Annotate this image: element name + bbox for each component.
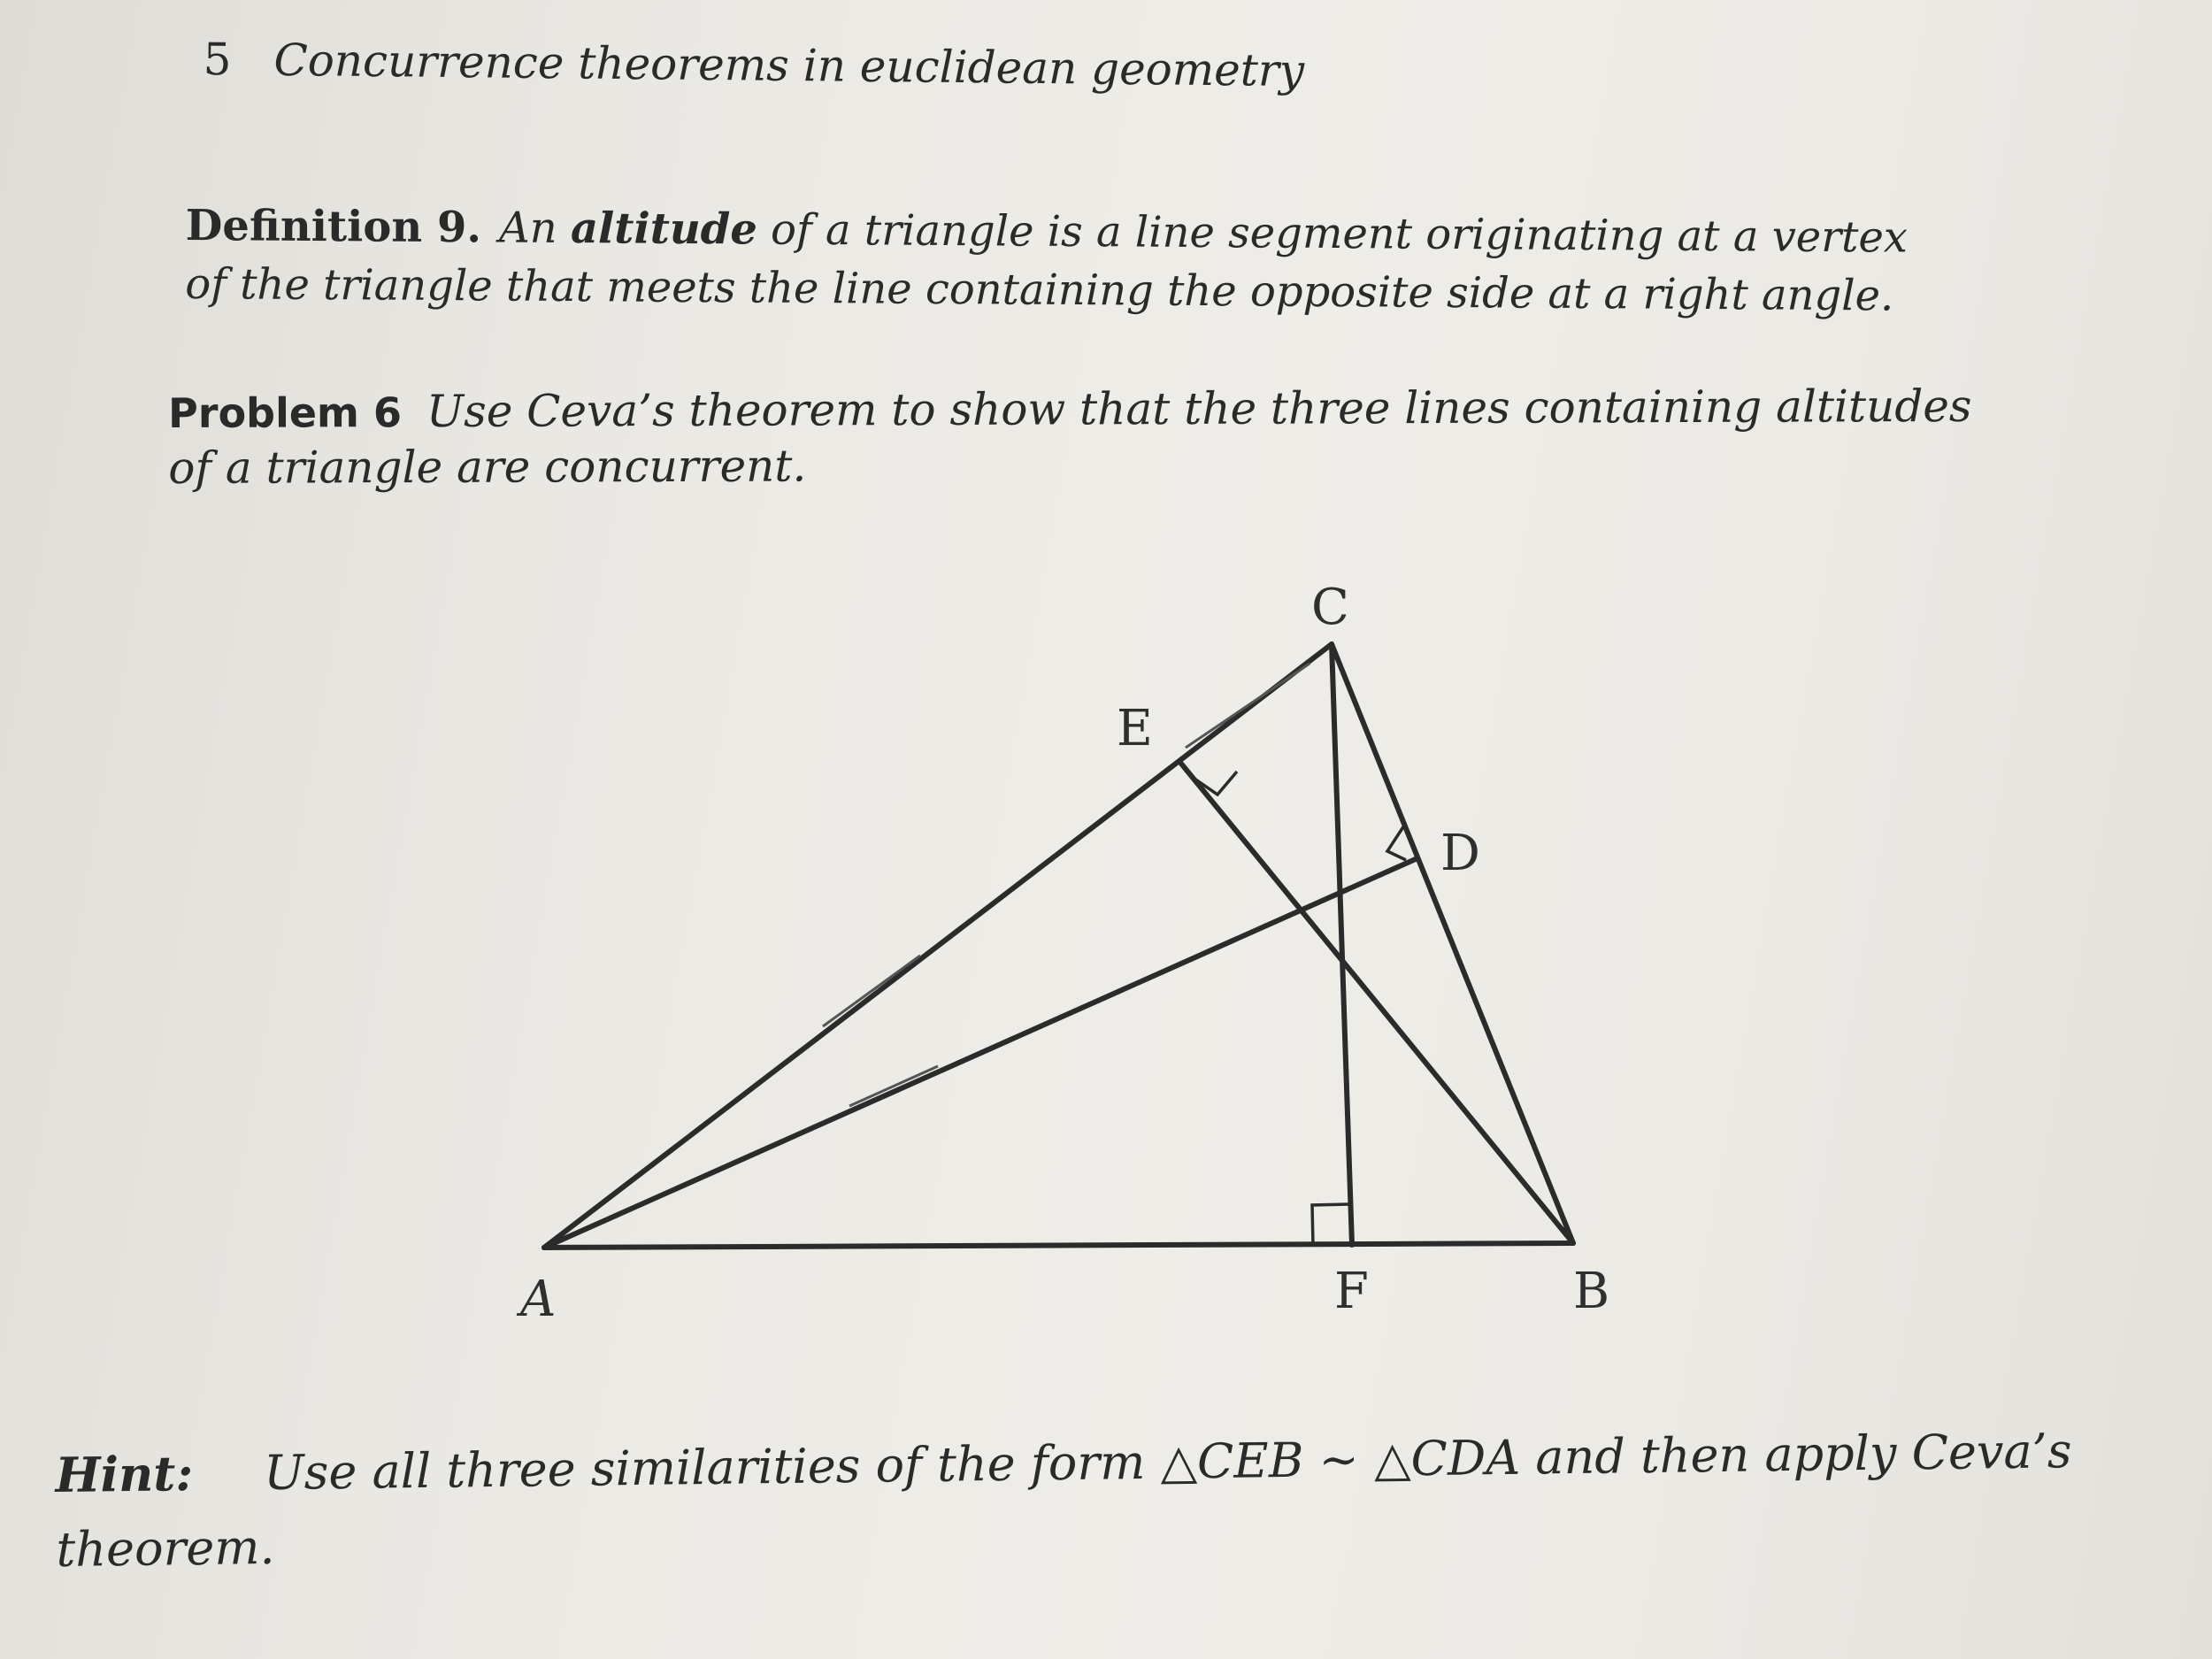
label-vertex-a: A (520, 1271, 557, 1328)
definition-text-rest: of a triangle is a line segment originating at a vertex of the triangle that meets the line containing the opposite side at a right angle. (185, 204, 1909, 321)
label-vertex-c: C (1311, 579, 1349, 636)
hint-block (55, 1413, 2092, 1587)
definition-label: Definition 9. (185, 200, 482, 253)
right-angle-e (1192, 772, 1237, 795)
pencil-mark-ac (823, 956, 920, 1026)
hint-text-end: and then apply Ceva’s theorem. (56, 1423, 2072, 1578)
hint-triangle-cda: △CDA (1373, 1429, 1521, 1487)
altitude-be (1181, 764, 1573, 1243)
altitude-ad (544, 858, 1417, 1248)
definition-text-start: An (498, 203, 572, 254)
hint-label: Hint: (55, 1445, 194, 1503)
right-angle-d (1387, 826, 1406, 860)
pencil-mark-ac-upper (1186, 664, 1310, 748)
label-vertex-b: B (1573, 1263, 1610, 1320)
problem-text: Use Ceva’s theorem to show that the three lines containing altitudes of a triangle are concurrent. (168, 380, 1972, 494)
pencil-mark-ad (849, 1066, 938, 1106)
side-ac (544, 644, 1332, 1248)
problem-label: Problem 6 (168, 388, 403, 437)
label-point-d: D (1440, 825, 1480, 882)
label-point-e: E (1117, 700, 1153, 757)
right-angle-f (1312, 1204, 1351, 1246)
chapter-title: Concurrence theorems in euclidean geometry (273, 34, 1305, 97)
hint-similar-symbol: ∼ (1318, 1431, 1360, 1488)
side-ab (544, 1243, 1573, 1248)
chapter-number: 5 (203, 34, 232, 86)
hint-text-start: Use all three similarities of the form (263, 1433, 1161, 1502)
label-point-f: F (1334, 1263, 1369, 1320)
definition-term: altitude (570, 204, 758, 255)
hint-triangle-ceb: △CEB (1160, 1432, 1304, 1490)
side-bc (1332, 644, 1573, 1243)
altitude-cf (1332, 644, 1352, 1245)
